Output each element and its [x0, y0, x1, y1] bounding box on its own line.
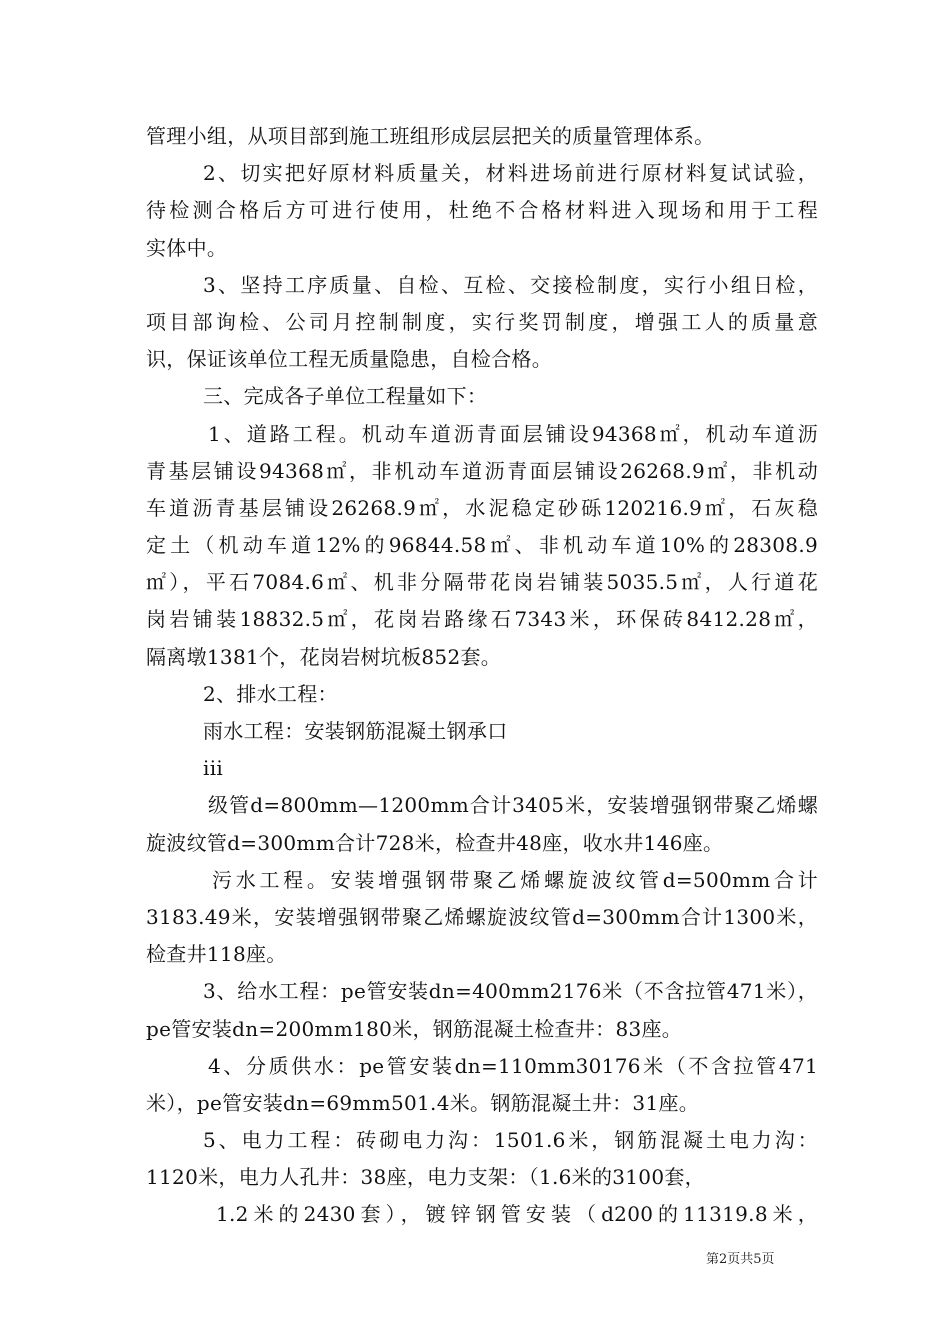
text-line: 待检测合格后方可进行使用，杜绝不合格材料进入现场和用于工程	[146, 198, 818, 223]
text-line: 青基层铺设94368㎡，非机动车道沥青面层铺设26268.9㎡，非机动	[146, 458, 818, 483]
text-line: 车道沥青基层铺设26268.9㎡，水泥稳定砂砾120216.9㎡，石灰稳	[146, 495, 818, 520]
text-line: 污水工程。安装增强钢带聚乙烯螺旋波纹管d=500mm合计	[212, 867, 818, 892]
text-line: 1、道路工程。机动车道沥青面层铺设94368㎡，机动车道沥	[208, 421, 818, 446]
text-line: 雨水工程：安装钢筋混凝土钢承口	[203, 719, 508, 743]
text-line: iii	[203, 756, 224, 781]
text-line: 隔离墩1381个，花岗岩树坑板852套。	[146, 644, 502, 669]
text-line: 3183.49米，安装增强钢带聚乙烯螺旋波纹管d=300mm合计1300米，	[146, 904, 818, 929]
text-line: 检查井118座。	[146, 942, 287, 967]
text-line: 3、给水工程：pe管安装dn=400mm2176米（不含拉管471米），	[203, 979, 818, 1004]
text-line: 2、排水工程：	[203, 681, 338, 706]
text-line: 级管d=800mm—1200mm合计3405米，安装增强钢带聚乙烯螺	[208, 793, 818, 818]
text-line: 定土（机动车道12%的96844.58㎡、非机动车道10%的28308.9	[146, 533, 818, 558]
text-line: 米），pe管安装dn=69mm501.4米。钢筋混凝土井：31座。	[146, 1090, 700, 1115]
page-number: 第2页共5页	[706, 1252, 775, 1267]
text-line: ㎡），平石7084.6㎡、机非分隔带花岗岩铺装5035.5㎡，人行道花	[146, 570, 818, 595]
text-line: 5、电力工程：砖砌电力沟：1501.6米，钢筋混凝土电力沟：	[203, 1128, 818, 1153]
body-text	[146, 118, 818, 1234]
text-line: 2、切实把好原材料质量关，材料进场前进行原材料复试试验，	[203, 161, 818, 186]
text-line: 项目部询检、公司月控制制度，实行奖罚制度，增强工人的质量意	[146, 309, 818, 334]
text-line: 岗岩铺装18832.5㎡，花岗岩路缘石7343米，环保砖8412.28㎡，	[146, 607, 818, 632]
text-line: 4、分质供水：pe管安装dn=110mm30176米（不含拉管471	[208, 1053, 818, 1078]
text-line: 三、完成各子单位工程量如下：	[203, 384, 488, 409]
text-line: 旋波纹管d=300mm合计728米，检查井48座，收水井146座。	[146, 830, 724, 855]
text-line: 识，保证该单位工程无质量隐患，自检合格。	[146, 347, 552, 372]
text-line: 1120米，电力人孔井：38座，电力支架：（1.6米的3100套，	[146, 1165, 705, 1190]
text-line: pe管安装dn=200mm180米，钢筋混凝土检查井：83座。	[146, 1016, 683, 1041]
text-line: 实体中。	[146, 235, 228, 260]
text-line: 1.2米的2430套），镀锌钢管安装（d200的11319.8米，	[216, 1202, 818, 1227]
text-line: 管理小组，从项目部到施工班组形成层层把关的质量管理体系。	[146, 124, 715, 148]
text-line: 3、坚持工序质量、自检、互检、交接检制度，实行小组日检，	[203, 272, 818, 297]
